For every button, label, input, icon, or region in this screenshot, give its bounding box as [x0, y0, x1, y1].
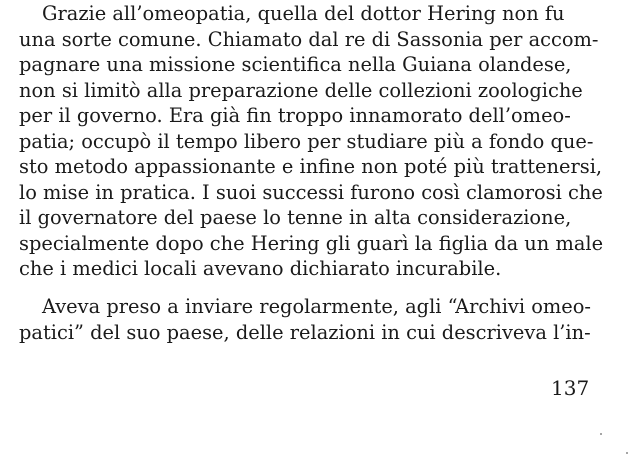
text-line: specialmente dopo che Hering gli guarì la figlia da un male [19, 232, 604, 255]
scan-speck [600, 433, 602, 435]
text-line: lo mise in pratica. I suoi successi furono così clamorosi che [19, 181, 603, 204]
text-line: sto metodo appassionante e infine non poté più trattenersi, [19, 155, 603, 178]
text-line: non si limitò alla preparazione delle collezioni zoologiche [19, 79, 583, 102]
text-line: patici” del suo paese, delle relazioni in cui descriveva l’in- [19, 321, 591, 344]
text-line: una sorte comune. Chiamato dal re di Sassonia per accom- [19, 28, 599, 51]
text-line: patia; occupò il tempo libero per studiare più a fondo que- [19, 130, 594, 153]
page-number: 137 [551, 376, 590, 400]
text-line: il governatore del paese lo tenne in alta considerazione, [19, 206, 572, 229]
text-line: che i medici locali avevano dichiarato incurabile. [19, 257, 502, 280]
scan-speck [626, 452, 628, 454]
text-line: per il governo. Era già fin troppo innamorato dell’omeo- [19, 104, 571, 127]
text-line: Grazie all’omeopatia, quella del dottor Hering non fu [42, 2, 565, 25]
text-line: Aveva preso a inviare regolarmente, agli “Archivi omeo- [42, 295, 591, 318]
text-line: pagnare una missione scientifica nella Guiana olandese, [19, 53, 572, 76]
